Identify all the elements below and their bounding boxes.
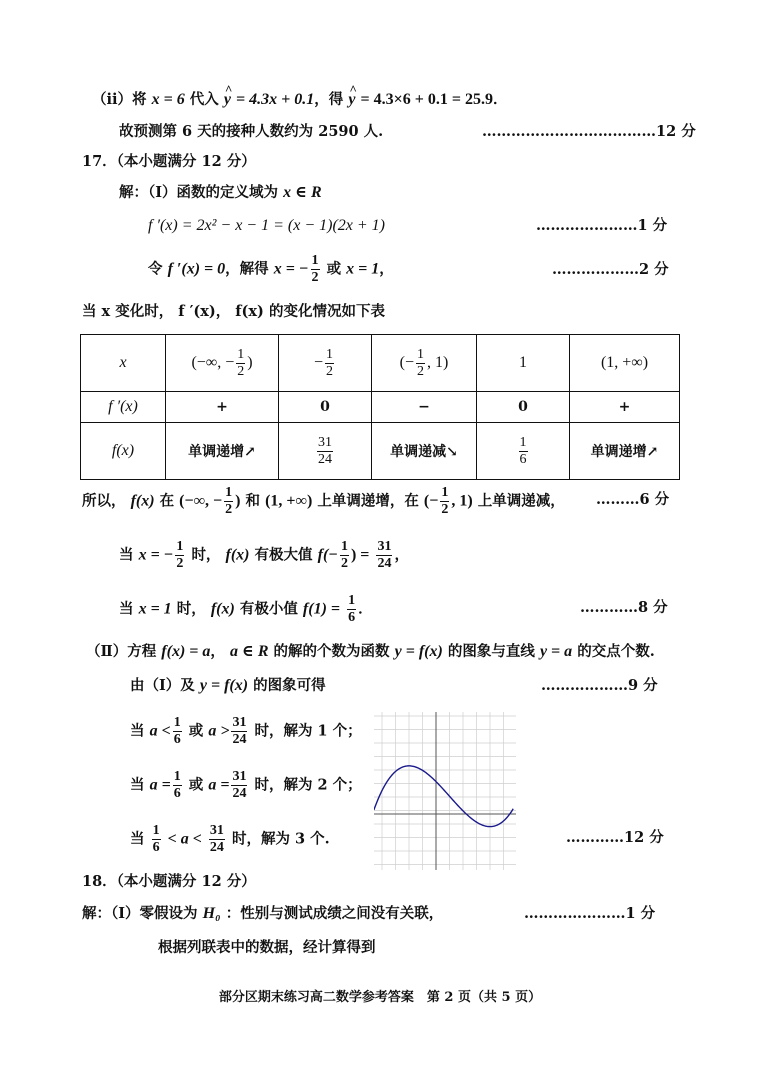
table-cell: (−∞, − $\frac{1}{2}$ ) <box>166 335 279 392</box>
table-cell: $\frac{1}{6}$ <box>477 423 570 480</box>
s17-score-1: …………………1 分 <box>536 217 668 234</box>
cubic-function-graph <box>374 712 516 870</box>
table-cell: 1 <box>477 335 570 392</box>
s16-substitution-line: （ⅱ）将 x = 6 代入 ^ y = 4.3x + 0.1，得 ^ y = 4.3×6 + 0.1 = 25.9． <box>92 90 507 110</box>
function-curve <box>374 766 513 827</box>
s17-domain-line: 解：（Ⅰ）函数的定义域为 x ∈ R <box>119 184 322 201</box>
s17-monotonic-summary: 所以， f(x) 在 (−∞, − $\frac{1}{2}$ ) 和 (1, +∞) 上单调递增，在 (− $\frac{1}{2}$ , 1) 上单调递减， <box>82 485 565 517</box>
s17-case-3: 当 $\frac{1}{6}$ < a < $\frac{31}{24}$ 时，解为 3 个. <box>130 823 330 855</box>
s17-score-6: ………6 分 <box>596 491 670 508</box>
s18-score-1: …………………1 分 <box>524 905 656 922</box>
s18-heading: 18．（本小题满分 12 分） <box>82 873 256 890</box>
s17-part2-statement: （Ⅱ）方程 f(x) = a， a ∈ R 的解的个数为函数 y = f(x) 的图象与直线 y = a 的交点个数. <box>86 643 655 660</box>
s17-score-8: …………8 分 <box>580 599 668 616</box>
s17-zero-line: 令 f ′(x) = 0，解得 x = − $\frac{1}{2}$ 或 x = 1， <box>148 253 394 285</box>
s17-score-2: ………………2 分 <box>552 261 669 278</box>
table-cell: $\frac{31}{24}$ <box>279 423 372 480</box>
table-cell: 0 <box>477 392 570 423</box>
s17-min-line: 当 x = 1 时， f(x) 有极小值 f(1) = $\frac{1}{6}$ ． <box>119 593 373 625</box>
page-footer: 部分区期末练习高二数学参考答案 第 2 页（共 5 页） <box>218 990 542 1005</box>
table-cell: (1, +∞) <box>570 335 680 392</box>
table-cell: 单调递增↗ <box>570 423 680 480</box>
s17-from-graph: 由（Ⅰ）及 y = f(x) 的图象可得 <box>130 677 326 694</box>
s17-derivative: f ′(x) = 2x² − x − 1 = (x − 1)(2x + 1) <box>148 217 385 234</box>
table-cell: x <box>81 335 166 392</box>
s18-calc-line: 根据列联表中的数据，经计算得到 <box>158 939 376 956</box>
s16-conclusion: 故预测第 6 天的接种人数约为 2590 人. <box>119 123 384 140</box>
table-cell: + <box>166 392 279 423</box>
table-row <box>81 423 680 480</box>
variation-table <box>80 334 680 480</box>
table-cell: f ′(x) <box>81 392 166 423</box>
table-cell: f(x) <box>81 423 166 480</box>
s17-score-9: ………………9 分 <box>541 677 658 694</box>
table-cell: − $\frac{1}{2}$ <box>279 335 372 392</box>
s17-max-line: 当 x = − $\frac{1}{2}$ 时， f(x) 有极大值 f(− $\frac{1}{2}$ ) = $\frac{31}{24}$ ， <box>119 539 409 571</box>
table-row <box>81 392 680 423</box>
table-cell: + <box>570 392 680 423</box>
table-cell: (− $\frac{1}{2}$ , 1) <box>372 335 477 392</box>
table-cell: 0 <box>279 392 372 423</box>
s17-score-12: …………12 分 <box>566 829 664 846</box>
s16-score: ………………………………12 分 <box>482 123 696 140</box>
s17-table-intro: 当 x 变化时， f ′(x)， f(x) 的变化情况如下表 <box>82 303 385 320</box>
table-cell: 单调递减↘ <box>372 423 477 480</box>
s17-heading: 17．（本小题满分 12 分） <box>82 153 256 170</box>
table-row <box>81 335 680 392</box>
y-hat: ^ y <box>224 90 231 110</box>
table-cell: 单调递增↗ <box>166 423 279 480</box>
s17-case-2: 当 a = $\frac{1}{6}$ 或 a = $\frac{31}{24}$ 时，解为 2 个； <box>130 769 362 801</box>
fraction: $\frac{1}{2}$ <box>311 253 319 285</box>
s17-case-1: 当 a < $\frac{1}{6}$ 或 a > $\frac{31}{24}$ 时，解为 1 个； <box>130 715 362 747</box>
s18-null-hypothesis: 解：（Ⅰ）零假设为 H₀ ：性别与测试成绩之间没有关联， <box>82 905 444 922</box>
table-cell: − <box>372 392 477 423</box>
